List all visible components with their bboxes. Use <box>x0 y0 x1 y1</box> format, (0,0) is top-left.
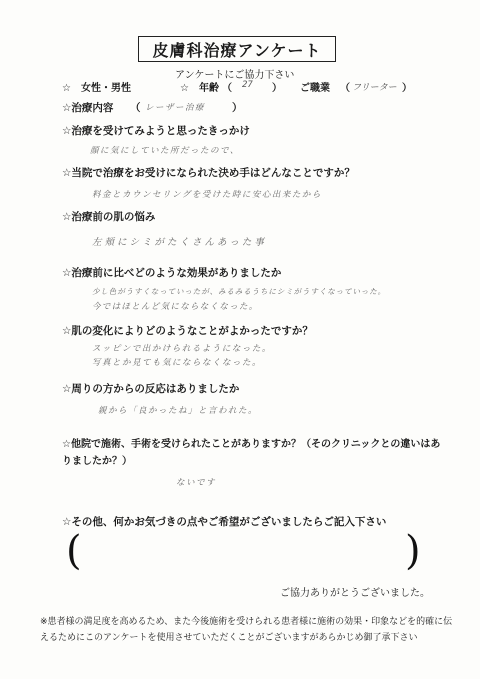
age-value: 27 <box>242 80 253 90</box>
answer-skin-change-line1: スッピンで出かけられるようになった。 <box>92 344 272 354</box>
answer-effect-line2: 今ではほとんど気にならなくなった。 <box>92 302 259 312</box>
answer-other-clinic: ないです <box>176 478 217 488</box>
question-comments: ☆その他、何かお気づきの点やご希望がございましたらご記入下さい <box>62 516 387 528</box>
answer-treatment: レーザー治療 <box>145 103 206 113</box>
answer-effect-line1: 少し色がうすくなっていったが、みるみるうちにシミがうすくなっていった。 <box>92 287 386 296</box>
answer-deciding-factor: 料金とカウンセリングを受けた時に安心出来たから <box>92 190 322 200</box>
question-reaction: ☆周りの方からの反応はありましたか <box>62 383 240 395</box>
answer-motivation: 顔に気にしていた所だったので、 <box>90 146 240 156</box>
question-treatment: ☆治療内容 <box>62 102 114 114</box>
job-label: ご職業 <box>300 83 330 94</box>
age-close-paren: ） <box>272 83 282 94</box>
thanks-message: ご協力ありがとうございました。 <box>280 588 430 599</box>
footer-note: ※患者様の満足度を高めるため、また今後施術を受けられる患者様に施術の効果・印象などを的確に伝えるためにこのアンケートを使用させていただくことがございますがあらかじめ御了承下さい <box>40 617 453 643</box>
age-open-paren: （ <box>222 83 232 94</box>
survey-title: 皮膚科治療アンケート <box>138 36 336 62</box>
gender-label: ☆ 女性・男性 <box>62 83 131 94</box>
answer-skin-concern: 左頬にシミがたくさんあった事 <box>92 237 267 248</box>
survey-subtitle: アンケートにご協力下さい <box>175 70 295 81</box>
question-effect: ☆治療前に比べどのような効果がありましたか <box>62 267 282 279</box>
treatment-close-paren: ） <box>232 102 243 114</box>
question-skin-change: ☆肌の変化によりどのようなことがよかったですか？ <box>62 325 313 337</box>
age-label: ☆ 年齢 <box>180 83 219 94</box>
answer-reaction: 親から「良かったね」と言われた。 <box>98 406 259 416</box>
question-motivation: ☆治療を受けてみようと思ったきっかけ <box>62 125 250 137</box>
comment-open-paren: ( <box>66 528 82 574</box>
job-close-paren: ） <box>402 83 412 94</box>
comment-close-paren: ) <box>405 528 421 574</box>
question-other-clinic: ☆他院で施術、手術を受けられたことがありますか？（そのクリニックとの違いはありましたか？） <box>62 439 441 467</box>
question-deciding-factor: ☆当院で治療をお受けになられた決め手はどんなことですか？ <box>62 167 355 179</box>
job-open-paren: （ <box>340 83 350 94</box>
treatment-open-paren: （ <box>130 102 141 114</box>
question-skin-concern: ☆治療前の肌の悩み <box>62 211 156 223</box>
job-value: フリーター <box>352 83 397 93</box>
answer-skin-change-line2: 写真とか見ても気にならなくなった。 <box>92 358 263 368</box>
